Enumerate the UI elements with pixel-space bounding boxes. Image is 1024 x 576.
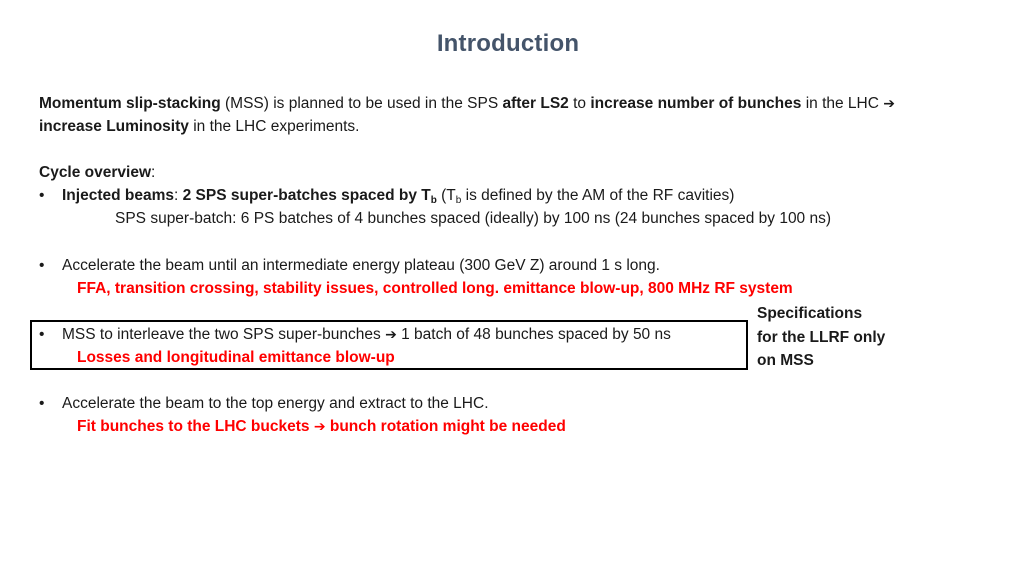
- intro-text: to: [568, 95, 591, 112]
- bullet-dot: •: [39, 257, 45, 274]
- page-title: Introduction: [436, 30, 580, 57]
- cycle-heading-text: Cycle overview: [39, 164, 152, 181]
- intro-text: (MSS) is planned to be used in the SPS: [220, 95, 503, 112]
- intro-line-1: [39, 94, 895, 114]
- injected-colon: :: [174, 187, 183, 204]
- mss-note: Losses and longitudinal emittance blow-up: [77, 349, 395, 366]
- spec-note-line-1: Specifications: [757, 305, 863, 322]
- bullet-dot: •: [39, 326, 45, 343]
- increase-luminosity: increase Luminosity: [39, 118, 189, 135]
- accel-line: Accelerate the beam until an intermediate energy plateau (300 GeV Z) around 1 s long.: [62, 257, 660, 274]
- tb-subscript: b: [430, 195, 437, 206]
- top-note-a: Fit bunches to the LHC buckets: [77, 418, 314, 435]
- injected-rest: is defined by the AM of the RF cavities): [461, 187, 735, 204]
- injected-paren: (T: [436, 187, 456, 204]
- intro-text: in the LHC: [801, 95, 884, 112]
- mss-text-a: MSS to interleave the two SPS super-bunches: [62, 326, 386, 343]
- injected-line: [62, 186, 734, 206]
- accel-note: FFA, transition crossing, stability issues, controlled long. emittance blow-up, 800 MHz RF system: [77, 280, 793, 297]
- intro-line-2: [39, 117, 359, 137]
- spec-note-line-3: on MSS: [757, 352, 814, 369]
- spec-note: [757, 302, 885, 373]
- superbatch-line: SPS super-batch: 6 PS batches of 4 bunches spaced (ideally) by 100 ns (24 bunches spaced by 100 ns): [115, 210, 832, 227]
- bullet-injected: [39, 186, 44, 206]
- bullet-top: [39, 394, 44, 414]
- injected-bold: 2 SPS super-batches spaced by T: [182, 187, 431, 204]
- bullet-accel: [39, 256, 44, 276]
- top-line: Accelerate the beam to the top energy and extract to the LHC.: [62, 395, 489, 412]
- right-arrow-icon: ➔: [385, 327, 397, 343]
- bullet-mss: [39, 325, 44, 345]
- spec-note-line-2: for the LLRF only: [757, 328, 886, 346]
- after-ls2: after LS2: [502, 95, 569, 112]
- mss-text-b: 1 batch of 48 bunches spaced by 50 ns: [396, 326, 671, 343]
- right-arrow-icon: ➔: [883, 96, 895, 112]
- increase-bunches: increase number of bunches: [590, 95, 802, 112]
- mss-term: Momentum slip-stacking: [39, 95, 221, 112]
- top-note: [77, 417, 566, 437]
- injected-label: Injected beams: [62, 187, 174, 204]
- bullet-dot: •: [39, 395, 45, 412]
- top-note-b: bunch rotation might be needed: [325, 418, 566, 435]
- tb-subscript-2: b: [455, 195, 462, 206]
- intro-text: in the LHC experiments.: [188, 118, 360, 135]
- mss-line: [62, 325, 671, 345]
- cycle-heading-colon: :: [151, 164, 156, 181]
- cycle-overview-heading: [39, 163, 155, 183]
- right-arrow-icon: ➔: [313, 419, 326, 435]
- bullet-dot: •: [39, 187, 45, 204]
